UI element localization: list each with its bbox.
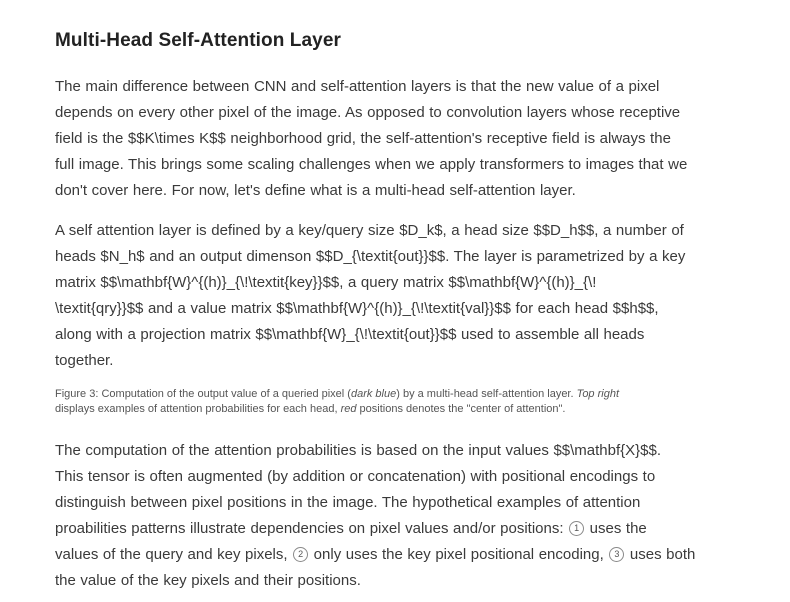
caption-text: Figure 3: Computation of the output value of a queried pixel (: [55, 388, 351, 400]
text-line: full image. This brings some scaling challenges when we apply transformers to images that we: [55, 156, 688, 173]
text-line: This tensor is often augmented (by addition or concatenation) with positional encodings to: [55, 468, 656, 485]
text-line: depends on every other pixel of the image. As opposed to convolution layers whose receptive: [55, 104, 681, 121]
text-line: along with a projection matrix $$\mathbf{W}_{\!\textit{out}}$$ used to assemble all heads: [55, 326, 645, 343]
text-segment: values of the query and key pixels,: [55, 546, 293, 563]
text-line: field is the $$K\times K$$ neighborhood grid, the self-attention's receptive field is always the: [55, 130, 671, 147]
text-line: A self attention layer is defined by a key/query size $D_k$, a head size $$D_h$$, a number of: [55, 222, 684, 239]
text-segment: uses both: [625, 546, 696, 563]
circled-number-marker: 1: [569, 521, 584, 536]
text-line: distinguish between pixel positions in the image. The hypothetical examples of attention: [55, 494, 641, 511]
section-title: Multi-Head Self-Attention Layer: [55, 30, 342, 51]
text-line: [55, 516, 715, 542]
figure-caption: [55, 387, 685, 417]
text-segment: proabilities patterns illustrate dependencies on pixel values and/or positions:: [55, 520, 569, 537]
caption-emphasis: red: [340, 403, 357, 415]
intro-paragraph: [55, 74, 715, 204]
text-line: the value of the key pixels and their positions.: [55, 572, 361, 589]
text-line: [55, 542, 715, 568]
caption-text: ) by a multi-head self-attention layer.: [396, 388, 577, 400]
text-line: The computation of the attention probabilities is based on the input values $$\mathbf{X}$$.: [55, 442, 662, 459]
circled-number-marker: 3: [609, 547, 624, 562]
text-line: \textit{qry}}$$ and a value matrix $$\mathbf{W}^{(h)}_{\!\textit{val}}$$ for each head $$h$$,: [55, 300, 659, 317]
text-line: matrix $$\mathbf{W}^{(h)}_{\!\textit{key}}$$, a query matrix $$\mathbf{W}^{(h)}_{\!: [55, 274, 597, 291]
circled-number-marker: 2: [293, 547, 308, 562]
caption-text: positions denotes the "center of attention".: [356, 403, 566, 415]
caption-emphasis: dark blue: [350, 388, 397, 400]
text-segment: only uses the key pixel positional encoding,: [309, 546, 609, 563]
definition-paragraph: [55, 218, 715, 374]
text-line: together.: [55, 352, 114, 369]
attention-paragraph: [55, 438, 715, 594]
caption-emphasis: Top right: [576, 388, 620, 400]
text-line: don't cover here. For now, let's define what is a multi-head self-attention layer.: [55, 182, 576, 199]
text-segment: uses the: [585, 520, 647, 537]
text-line: heads $N_h$ and an output dimenson $$D_{\textit{out}}$$. The layer is parametrized by a key: [55, 248, 686, 265]
caption-text: displays examples of attention probabilities for each head,: [55, 403, 341, 415]
text-line: The main difference between CNN and self-attention layers is that the new value of a pixel: [55, 78, 660, 95]
